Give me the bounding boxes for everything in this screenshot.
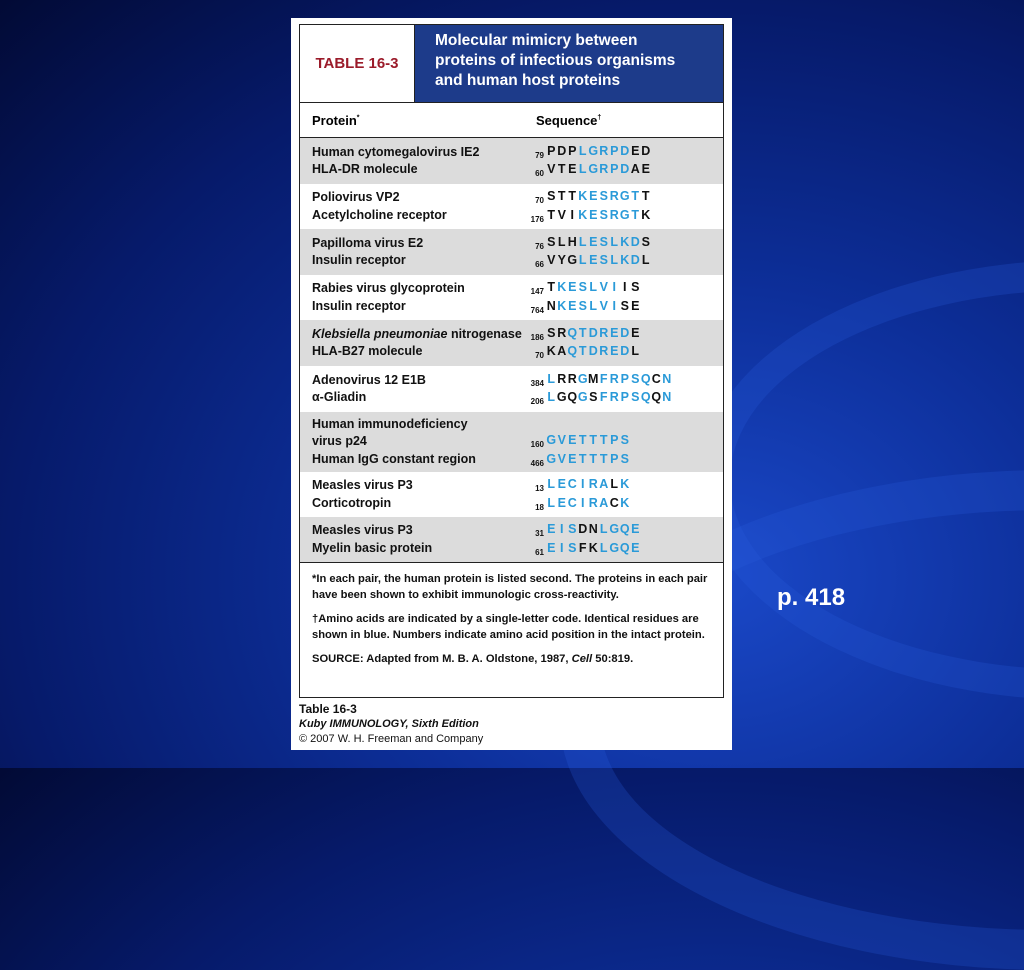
- table-row: [300, 138, 723, 184]
- protein-names: [300, 189, 524, 224]
- identical-residue: S: [631, 371, 640, 386]
- identical-residue: Q: [640, 390, 651, 404]
- identical-residue: K: [578, 189, 588, 203]
- sequence-line: [524, 495, 723, 514]
- protein-name: Human immunodeficiency: [312, 416, 468, 431]
- protein-names: [300, 235, 524, 270]
- residue-position: 147: [530, 287, 544, 296]
- protein-names: [300, 522, 524, 557]
- residue-position: 60: [535, 169, 544, 178]
- residue: K: [588, 540, 598, 555]
- identical-residue: G: [619, 207, 630, 222]
- identical-residue: D: [588, 325, 598, 340]
- residue: S: [547, 189, 556, 203]
- identical-residue: E: [631, 522, 640, 536]
- residue: S: [631, 280, 640, 294]
- residue: Q: [651, 390, 662, 404]
- residue: P: [547, 143, 556, 158]
- caption-book: Kuby IMMUNOLOGY, Sixth Edition: [299, 718, 479, 730]
- residue-position: 70: [535, 196, 544, 205]
- identical-residue: P: [610, 162, 619, 176]
- identical-residue: R: [609, 390, 619, 404]
- identical-residue: S: [599, 234, 608, 249]
- identical-residue: L: [547, 371, 556, 386]
- identical-residue: I: [612, 280, 616, 294]
- residue: G: [567, 253, 578, 267]
- protein-names: [300, 144, 524, 179]
- sequence-pair: [524, 371, 723, 408]
- residue-position: 79: [535, 150, 544, 160]
- residue: T: [547, 280, 556, 294]
- protein-name: α-Gliadin: [312, 390, 367, 404]
- identical-residue: T: [599, 433, 608, 448]
- residue: F: [578, 540, 587, 555]
- identical-residue: E: [610, 325, 619, 340]
- protein-names: [300, 477, 524, 512]
- residue: N: [588, 522, 598, 536]
- residue: D: [641, 143, 651, 158]
- identical-residue: L: [578, 253, 587, 267]
- protein-names: [300, 280, 524, 315]
- identical-residue: F: [599, 390, 608, 404]
- residue-position: 61: [535, 547, 544, 557]
- identical-residue: V: [599, 298, 608, 313]
- identical-residue: K: [620, 477, 630, 491]
- identical-residue: G: [619, 189, 630, 203]
- identical-residue: I: [612, 298, 616, 313]
- identical-residue: K: [620, 495, 630, 510]
- identical-residue: L: [599, 522, 608, 536]
- protein-name: Human IgG constant region: [312, 451, 476, 466]
- residue: L: [610, 477, 619, 491]
- identical-residue: L: [578, 162, 587, 176]
- residue: N: [546, 298, 556, 313]
- residue: A: [557, 344, 567, 358]
- sequence-line: [524, 389, 723, 408]
- sequence-line: [524, 143, 723, 162]
- sequence-line: [524, 371, 723, 390]
- identical-residue: D: [630, 253, 640, 267]
- identical-residue: Q: [567, 325, 578, 340]
- residue: C: [609, 495, 619, 510]
- residue-position: 186: [530, 332, 544, 342]
- identical-residue: S: [578, 298, 587, 313]
- identical-residue: F: [599, 371, 608, 386]
- residue: V: [547, 253, 556, 267]
- sequence-line: [524, 432, 723, 451]
- sequence-line: [524, 161, 723, 180]
- residue: S: [641, 234, 650, 249]
- identical-residue: E: [589, 234, 598, 249]
- identical-residue: E: [557, 477, 566, 491]
- identical-residue: I: [560, 522, 564, 536]
- identical-residue: I: [581, 477, 585, 491]
- identical-residue: P: [620, 390, 629, 404]
- sequence-pair: [524, 143, 723, 180]
- identical-residue: E: [547, 540, 556, 555]
- protein-names: [300, 416, 524, 469]
- identical-residue: K: [620, 234, 630, 249]
- identical-residue: E: [610, 344, 619, 358]
- identical-residue: L: [599, 540, 608, 555]
- residue: T: [547, 207, 556, 222]
- identical-residue: V: [557, 451, 566, 466]
- residue: K: [546, 344, 556, 358]
- column-headers: [300, 103, 723, 138]
- table-row: [300, 184, 723, 229]
- protein-name: Rabies virus glycoprotein: [312, 281, 465, 295]
- identical-residue: D: [620, 162, 630, 176]
- identical-residue: G: [588, 143, 599, 158]
- residue: E: [568, 162, 577, 176]
- identical-residue: G: [609, 540, 620, 555]
- sequence-pair: [524, 325, 723, 362]
- sequence-line: [524, 234, 723, 253]
- identical-residue: D: [620, 143, 630, 158]
- identical-residue: D: [588, 344, 598, 358]
- residue: V: [557, 207, 566, 222]
- table-row: [300, 275, 723, 320]
- residue-position: 466: [530, 458, 544, 468]
- identical-residue: L: [547, 390, 556, 404]
- identical-residue: R: [599, 344, 609, 358]
- residue-position: 31: [535, 529, 544, 538]
- identical-residue: E: [547, 522, 556, 536]
- identical-residue: L: [589, 280, 598, 294]
- identical-residue: S: [568, 540, 577, 555]
- residue-position: 13: [535, 484, 544, 493]
- residue: M: [588, 371, 599, 386]
- sequence-line: [524, 451, 723, 470]
- identical-residue: V: [599, 280, 608, 294]
- identical-residue: P: [610, 433, 619, 448]
- table-title-line: proteins of infectious organisms: [435, 52, 676, 69]
- identical-residue: G: [577, 390, 588, 404]
- identical-residue: G: [546, 451, 557, 466]
- source-note: SOURCE: Adapted from M. B. A. Oldstone, 1987, Cell 50:819.: [312, 653, 634, 665]
- footnote-dagger: †Amino acids are indicated by a single-letter code. Identical residues are shown in blue. Numbers indicate amino acid position in the intact protein.: [312, 613, 705, 641]
- identical-residue: L: [547, 477, 556, 491]
- sequence-line: [524, 343, 723, 362]
- footnote-star: *In each pair, the human protein is listed second. The proteins in each pair have been shown to exhibit immunologic cross-reactivity.: [312, 573, 708, 601]
- identical-residue: L: [589, 298, 598, 313]
- protein-names: [300, 372, 524, 407]
- residue-position: 66: [535, 260, 544, 269]
- residue-position: 206: [530, 397, 544, 406]
- identical-residue: R: [599, 325, 609, 340]
- identical-residue: G: [577, 371, 588, 386]
- identical-residue: R: [588, 477, 598, 491]
- residue: T: [641, 189, 650, 203]
- table-figure: [291, 18, 732, 750]
- identical-residue: E: [631, 540, 640, 555]
- residue: S: [620, 298, 629, 313]
- protein-name: HLA-DR molecule: [312, 162, 418, 176]
- residue: T: [557, 162, 566, 176]
- residue: L: [557, 234, 566, 249]
- identical-residue: T: [599, 451, 608, 466]
- protein-name: Corticotropin: [312, 495, 392, 510]
- protein-name: Insulin receptor: [312, 298, 406, 313]
- identical-residue: L: [578, 143, 587, 158]
- identical-residue: E: [568, 298, 577, 313]
- identical-residue: C: [567, 477, 577, 491]
- residue-position: 18: [535, 502, 544, 512]
- residue: E: [631, 325, 640, 340]
- residue: E: [631, 298, 640, 313]
- identical-residue: K: [578, 207, 588, 222]
- identical-residue: C: [567, 495, 577, 510]
- identical-residue: S: [568, 522, 577, 536]
- identical-residue: T: [631, 207, 640, 222]
- sequence-pair: [524, 234, 723, 271]
- sequence-line: [524, 207, 723, 226]
- sequence-pair: [524, 521, 723, 558]
- identical-residue: T: [578, 325, 587, 340]
- identical-residue: R: [588, 495, 598, 510]
- identical-residue: R: [599, 162, 609, 176]
- residue: L: [641, 253, 650, 267]
- identical-residue: K: [557, 298, 567, 313]
- table-row: [300, 229, 723, 275]
- identical-residue: D: [630, 234, 640, 249]
- residue: D: [578, 522, 588, 536]
- identical-residue: S: [620, 451, 629, 466]
- identical-residue: P: [610, 451, 619, 466]
- table-title: [415, 25, 723, 102]
- protein-name: Measles virus P3: [312, 478, 413, 492]
- identical-residue: A: [599, 495, 609, 510]
- identical-residue: Q: [567, 344, 578, 358]
- identical-residue: S: [599, 189, 608, 203]
- table-title-line: Molecular mimicry between: [435, 32, 638, 49]
- identical-residue: E: [568, 451, 577, 466]
- identical-residue: I: [560, 540, 564, 555]
- residue: H: [567, 234, 577, 249]
- identical-residue: N: [662, 371, 672, 386]
- identical-residue: R: [609, 371, 619, 386]
- identical-residue: V: [557, 433, 566, 448]
- identical-residue: D: [620, 325, 630, 340]
- residue: R: [557, 325, 567, 340]
- residue-position: 70: [535, 351, 544, 360]
- identical-residue: Q: [619, 540, 630, 555]
- residue: D: [557, 143, 567, 158]
- residue: R: [567, 371, 577, 386]
- identical-residue: T: [578, 344, 587, 358]
- sequence-line: [524, 188, 723, 207]
- sequence-line: [524, 325, 723, 344]
- table-16-3: [299, 24, 724, 698]
- residue: E: [631, 143, 640, 158]
- protein-column-header: Protein*: [312, 112, 360, 128]
- identical-residue: Q: [619, 522, 630, 536]
- residue: I: [623, 280, 627, 294]
- sequence-line: [524, 476, 723, 495]
- residue-position: 76: [535, 241, 544, 251]
- residue: L: [631, 344, 640, 358]
- protein-name: Acetylcholine receptor: [312, 207, 447, 222]
- residue-position: 384: [530, 378, 544, 388]
- residue: S: [589, 390, 598, 404]
- protein-name: Myelin basic protein: [312, 540, 433, 555]
- identical-residue: K: [620, 253, 630, 267]
- identical-residue: S: [599, 207, 608, 222]
- protein-names: [300, 326, 524, 361]
- identical-residue: R: [609, 207, 619, 222]
- identical-residue: E: [568, 280, 577, 294]
- table-row: [300, 320, 723, 366]
- residue: I: [570, 207, 574, 222]
- sequence-line: [524, 298, 723, 317]
- residue-position: 764: [530, 305, 544, 315]
- identical-residue: P: [620, 371, 629, 386]
- sequence-line: [524, 279, 723, 298]
- sequence-pair: [524, 415, 723, 470]
- residue: R: [557, 371, 567, 386]
- residue-position: 176: [530, 214, 544, 224]
- footnotes: [300, 562, 723, 667]
- table-body: [300, 138, 723, 562]
- residue: Q: [567, 390, 578, 404]
- caption-copyright: © 2007 W. H. Freeman and Company: [299, 733, 484, 745]
- residue: S: [547, 325, 556, 340]
- residue: C: [651, 371, 661, 386]
- protein-name: Adenovirus 12 E1B: [312, 372, 426, 387]
- identical-residue: T: [589, 451, 598, 466]
- identical-residue: S: [578, 280, 587, 294]
- residue: T: [568, 189, 577, 203]
- sequence-pair: [524, 188, 723, 225]
- table-label: TABLE 16-3: [300, 25, 415, 102]
- identical-residue: I: [581, 495, 585, 510]
- identical-residue: G: [546, 433, 557, 448]
- residue: V: [547, 162, 556, 176]
- protein-name: Poliovirus VP2: [312, 190, 400, 204]
- table-row: [300, 366, 723, 412]
- identical-residue: T: [589, 433, 598, 448]
- identical-residue: E: [589, 253, 598, 267]
- table-row: [300, 517, 723, 562]
- identical-residue: L: [610, 253, 619, 267]
- residue: S: [547, 234, 556, 249]
- identical-residue: E: [557, 495, 566, 510]
- identical-residue: T: [578, 433, 587, 448]
- identical-residue: L: [578, 234, 587, 249]
- identical-residue: E: [589, 189, 598, 203]
- table-title-line: and human host proteins: [435, 72, 621, 89]
- sequence-line: [524, 252, 723, 271]
- residue: Y: [557, 253, 566, 267]
- sequence-line: [524, 521, 723, 540]
- identical-residue: T: [631, 189, 640, 203]
- table-row: [300, 412, 723, 472]
- identical-residue: A: [599, 477, 609, 491]
- identical-residue: S: [599, 253, 608, 267]
- residue: T: [557, 189, 566, 203]
- table-row: [300, 472, 723, 517]
- identical-residue: G: [588, 162, 599, 176]
- sequence-line: [524, 540, 723, 559]
- identical-residue: G: [609, 522, 620, 536]
- residue: G: [556, 390, 567, 404]
- page-number: p. 418: [777, 584, 846, 611]
- sequence-pair: [524, 279, 723, 316]
- identical-residue: S: [620, 433, 629, 448]
- protein-name: Insulin receptor: [312, 253, 406, 267]
- identical-residue: E: [568, 433, 577, 448]
- residue: K: [641, 207, 651, 222]
- protein-name: HLA-B27 molecule: [312, 344, 423, 358]
- table-header: [300, 25, 723, 103]
- identical-residue: L: [547, 495, 556, 510]
- identical-residue: R: [599, 143, 609, 158]
- sequence-pair: [524, 476, 723, 513]
- caption-title: Table 16-3: [299, 702, 357, 716]
- identical-residue: P: [610, 143, 619, 158]
- protein-name: Human cytomegalovirus IE2: [312, 144, 480, 159]
- identical-residue: L: [610, 234, 619, 249]
- residue-position: 160: [530, 440, 544, 450]
- protein-name: Papilloma virus E2: [312, 235, 424, 250]
- identical-residue: T: [578, 451, 587, 466]
- identical-residue: E: [589, 207, 598, 222]
- identical-residue: Q: [640, 371, 651, 386]
- protein-name: Klebsiella pneumoniae nitrogenase: [312, 326, 522, 341]
- residue: A: [630, 162, 640, 176]
- identical-residue: K: [557, 280, 567, 294]
- protein-name: Measles virus P3: [312, 523, 413, 537]
- identical-residue: N: [662, 390, 672, 404]
- identical-residue: R: [609, 189, 619, 203]
- residue: P: [568, 143, 577, 158]
- figure-caption: [299, 702, 483, 747]
- residue: E: [641, 162, 650, 176]
- protein-name: virus p24: [312, 434, 367, 449]
- identical-residue: S: [631, 390, 640, 404]
- sequence-column-header: Sequence†: [536, 112, 602, 128]
- identical-residue: D: [620, 344, 630, 358]
